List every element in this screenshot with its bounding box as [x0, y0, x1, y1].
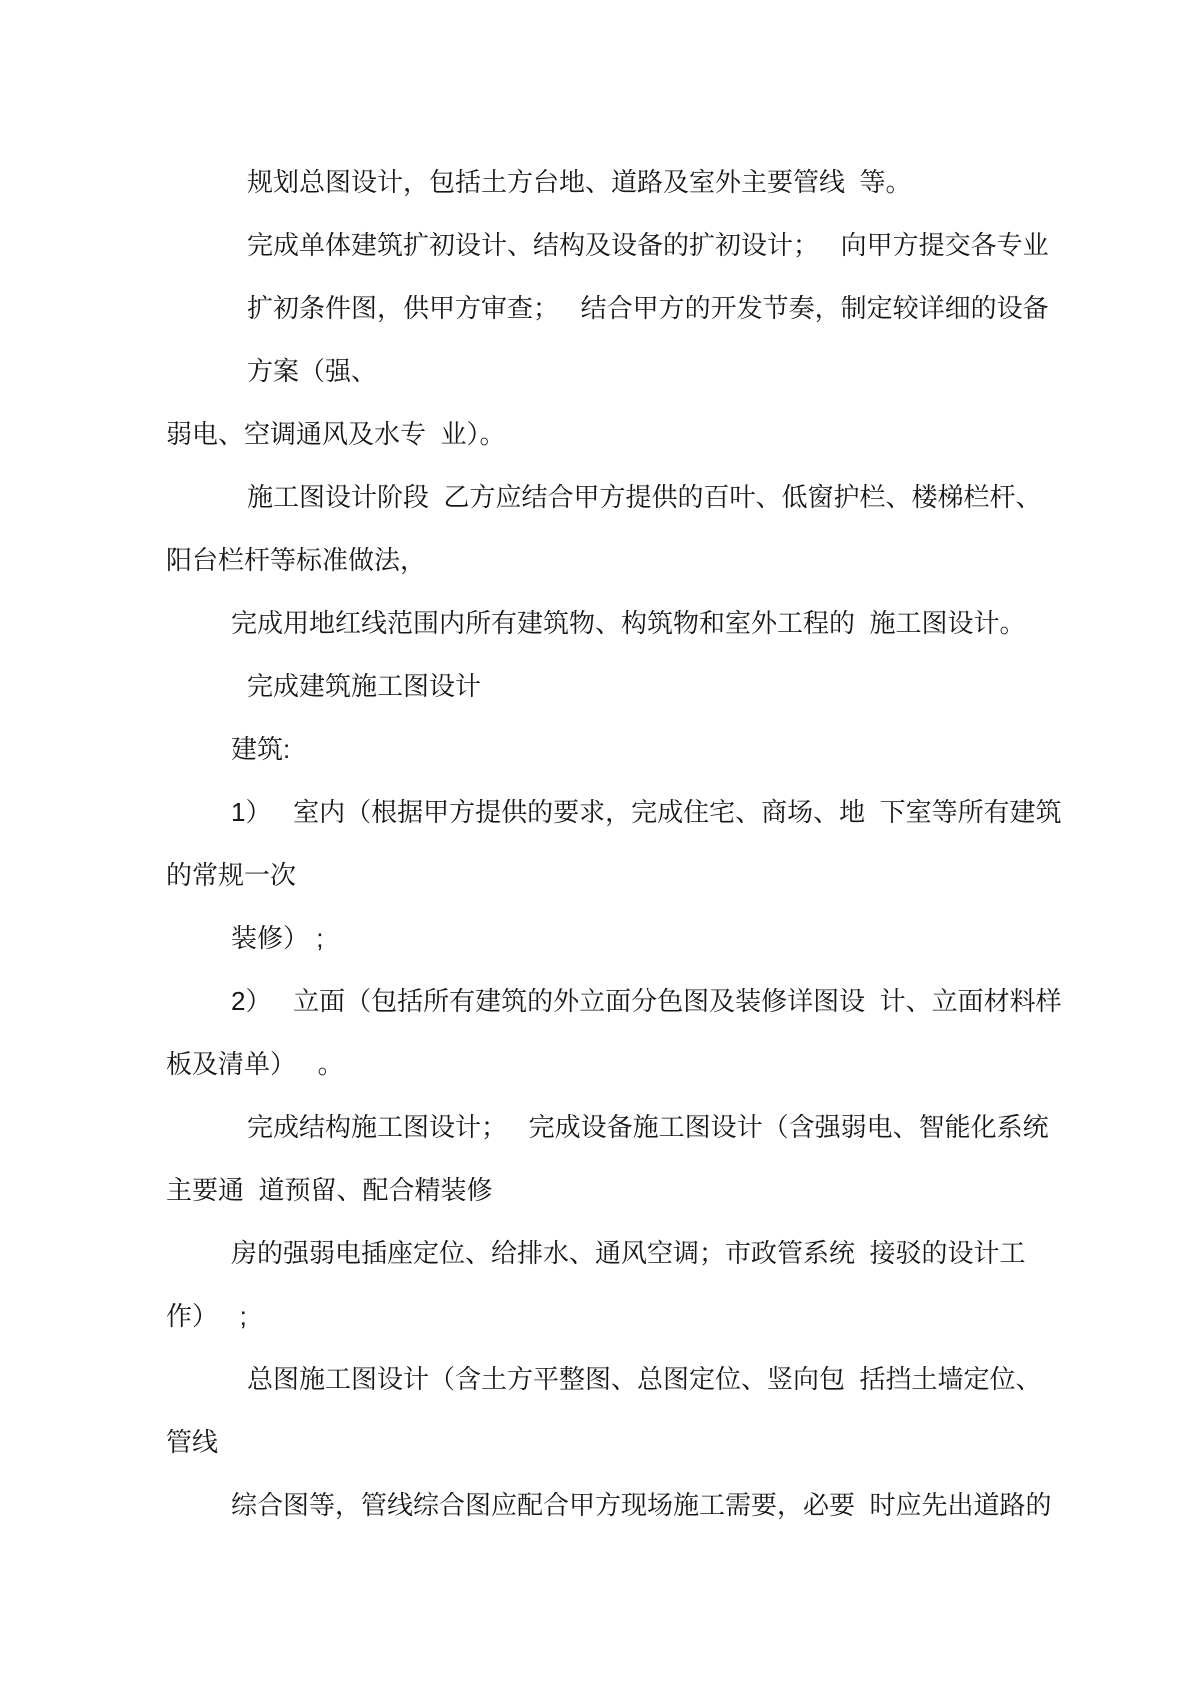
text-line: 房的强弱电插座定位、给排水、通风空调；市政管系统 接驳的设计工 [231, 1238, 1026, 1268]
text-line: 1） 室内（根据甲方提供的要求，完成住宅、商场、地 下室等所有建筑 [231, 797, 1062, 827]
text-line: 弱电、空调通风及水专 业）。 [166, 419, 506, 449]
text-line: 完成结构施工图设计； 完成设备施工图设计（含强弱电、智能化系统 [247, 1112, 1049, 1142]
text-line: 完成单体建筑扩初设计、结构及设备的扩初设计； 向甲方提交各专业 [247, 230, 1049, 260]
text-line: 阳台栏杆等标准做法， [166, 545, 427, 575]
text-line: 主要通 道预留、配合精装修 [166, 1175, 493, 1205]
text-line: 综合图等，管线综合图应配合甲方现场施工需要，必要 时应先出道路的 [231, 1490, 1052, 1520]
text-line: 扩初条件图，供甲方审查； 结合甲方的开发节奏，制定较详细的设备 [247, 293, 1049, 323]
text-line: 方案（强、 [247, 356, 378, 386]
text-line: 2） 立面（包括所有建筑的外立面分色图及装修详图设 计、立面材料样 [231, 986, 1062, 1016]
text-line: 施工图设计阶段 乙方应结合甲方提供的百叶、低窗护栏、楼梯栏杆、 [247, 482, 1042, 512]
text-line: 完成建筑施工图设计 [247, 671, 482, 701]
text-line: 完成用地红线范围内所有建筑物、构筑物和室外工程的 施工图设计。 [231, 608, 1026, 638]
text-line: 管线 [166, 1427, 219, 1457]
text-line: 规划总图设计，包括土方台地、道路及室外主要管线 等。 [247, 167, 912, 197]
text-line: 的常规一次 [166, 860, 297, 890]
text-line: 作） ; [166, 1301, 247, 1331]
text-line: 总图施工图设计（含土方平整图、总图定位、竖向包 括挡土墙定位、 [247, 1364, 1042, 1394]
text-line: 建筑: [231, 734, 291, 764]
document-text-block [166, 151, 1086, 1537]
text-line: 板及清单） 。 [166, 1049, 344, 1079]
text-line: 装修） ; [231, 923, 324, 953]
